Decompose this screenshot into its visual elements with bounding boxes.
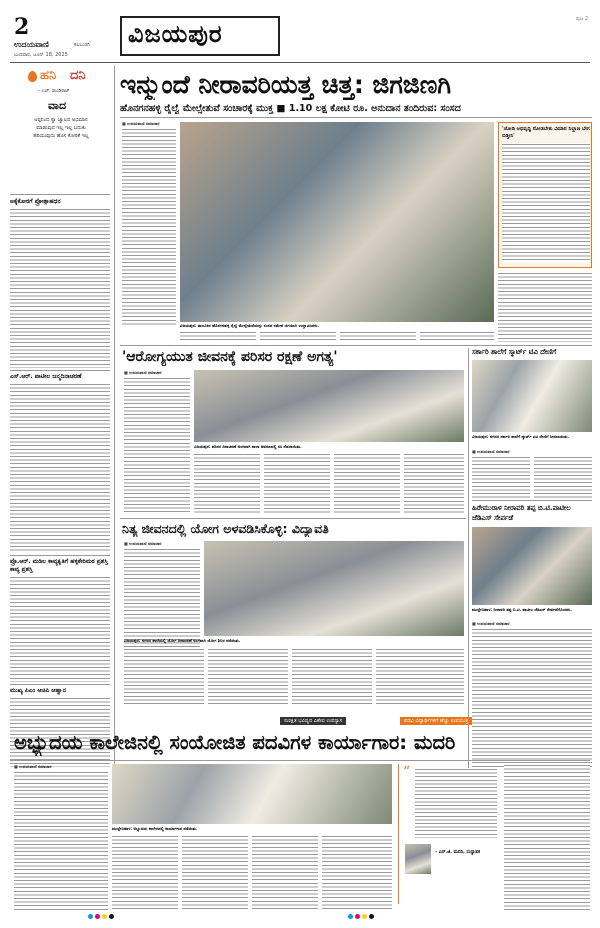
lead-body-col: [180, 331, 256, 343]
column-rule: [114, 66, 115, 766]
city-title: ವಿಜಯಪುರ: [128, 20, 223, 48]
bottom-body-col: [322, 835, 392, 911]
divider: [120, 518, 466, 519]
honey-poem: ಅಪ್ಪನಿಂದ ಸ್ವಾ ಜ್ವಾಲದ ಅಭಿಮಾನ ಮಾಡುವುದ ಇಲ್ಲ ಇಲ್ಲ ಬದುಕು ಹರಿಯುವುದು ಹೊಸ ಕೋರಿಕೆ ಇಲ್ಲ: [33, 117, 89, 139]
yoga-body-col: [208, 648, 288, 706]
left-column: [10, 66, 110, 766]
honey-author: – ಎಚ್. ಡುಂಡಿರಾಜ್: [38, 89, 70, 94]
divider: [10, 194, 110, 195]
bottom-headline: ಅಭ್ಯುದಯ ಕಾಲೇಜಿನಲ್ಲಿ ಸಂಯೋಜಿತ ಪದವಿಗಳ ಕಾರ್ಯಾಗಾರ: ಮದರಿ: [14, 731, 456, 754]
health-body-col: [334, 453, 400, 515]
masthead: [0, 0, 600, 62]
bottom-body-col: [14, 771, 108, 911]
lead-body-col: [498, 272, 592, 342]
issue-date: ಬುಧವಾರ, ಜೂನ್ 18, 2025: [14, 52, 68, 58]
health-photo: [194, 370, 464, 442]
lead-body-col: [420, 331, 494, 343]
yoga-byline: ■ ಉದಯವಾಣಿ ಸಮಾಚಾರ: [124, 541, 162, 546]
tv-headline: ಸರ್ಕಾರಿ ಶಾಲೆಗೆ ಸ್ಮಾರ್ಟ್ ಟಿವಿ ದೇಣಿಗೆ: [472, 348, 557, 356]
column-rule: [468, 348, 469, 768]
divider: [472, 500, 592, 501]
bottom-body-col: [112, 835, 178, 911]
water-photo-caption: ಮುದ್ದೇಬಿಹಾಳ: ನೀರಾವರಿ ತಪ್ಪ ಬಿ.ಟಿ. ಪಾಟೀಲ ಜೆಡಿಎಸ್ ಸೇರ್ಪಡೆಗೊಂಡರು.: [472, 607, 572, 612]
yoga-photo: [204, 541, 464, 636]
quote-box: [498, 122, 592, 268]
bottom-photo-caption: ಮುದ್ದೇಬಿಹಾಳ: ಅಭ್ಯುದಯ ಕಾಲೇಜಿನಲ್ಲಿ ಕಾರ್ಯಾಗಾರ ನಡೆಯಿತು.: [112, 826, 198, 831]
lead-photo-caption: ವಿಜಯಪುರ: ತಾಲೂಕಿನ ಹೊನಗನಹಳ್ಳಿ ರೈಲ್ವೆ ಮೇಲ್ಸೇತುವೆಯನ್ನು ಸಂಸದ ರಮೇಶ ಜಿಗಜಿಣಗಿ ಉದ್ಘಾಟಿಸಿದರು.: [180, 323, 319, 328]
tv-photo: [472, 360, 592, 432]
left-story-headline: ಅಕ್ಕೆಕೋರಗೆ ಪ್ರೋತ್ಸಾಹಧನ: [10, 198, 61, 205]
health-headline: 'ಆರೋಗ್ಯಯುತ ಜೀವನಕ್ಕೆ ಪರಿಸರ ರಕ್ಷಣೆ ಅಗತ್ಯ': [122, 349, 338, 365]
left-story-body: [10, 383, 110, 553]
tv-byline: ■ ಉದಯವಾಣಿ ಸಮಾಚಾರ: [472, 449, 510, 454]
quote-mark-icon: “: [403, 764, 411, 780]
divider: [10, 555, 110, 556]
left-story-headline: ಮುಖ್ಯ ಪಿಎಂ ಆಚಿಪಿ ಆಹ್ವಾನ: [10, 687, 66, 694]
masthead-rule: [10, 62, 590, 63]
divider: [120, 117, 592, 118]
lead-body-col: [340, 331, 416, 343]
health-photo-caption: ವಿಜಯಪುರ: ಪರಿಸರ ದಿನಾಚರಣೆ ಅಂಗವಾಗಿ ಶಾಲಾ ಆವರಣದಲ್ಲಿ ಸಸಿ ನೆಡಲಾಯಿತು.: [194, 444, 302, 449]
quote-portrait: [405, 844, 431, 874]
divider: [10, 760, 590, 761]
health-body-col: [404, 453, 464, 515]
quote-box-body: [502, 143, 590, 263]
left-story-body: [10, 208, 110, 368]
tv-body-col: [534, 456, 592, 498]
left-story-headline: ಎಸ್.ಆರ್. ಪಾಟೀಲ ಜನ್ಮದಿನಾಚರಣೆ: [10, 373, 82, 380]
dani-logo: ದನಿ: [70, 68, 86, 83]
lead-headline: ಇನ್ಮುಂದೆ ನೀರಾವರಿಯತ್ತ ಚಿತ್ತ: ಜಿಗಜಿಣಗಿ: [120, 70, 452, 99]
bottom-body-col: [504, 764, 590, 911]
tv-photo-caption: ವಿಜಯಪುರ: ನಗರದ ಸರ್ಕಾರಿ ಶಾಲೆಗೆ ಸ್ಮಾರ್ಟ್ ಟಿವಿ ದೇಣಿಗೆ ನೀಡಲಾಯಿತು.: [472, 434, 570, 439]
yoga-photo-caption: ವಿಜಯಪುರ: ನಗರದ ಶಾಲೆಯಲ್ಲಿ ಯೋಗ ದಿನಾಚರಣೆ ಅಂಗವಾಗಿ ಯೋಗ ಶಿಬಿರ ನಡೆಯಿತು.: [124, 638, 241, 643]
water-headline: ಹಿರೇಮುರಾಳ ನೀರಾವರಿ ತಪ್ಪ ಬಿ.ಟಿ.ಪಾಟೀಲ ಜೆಡಿಎಸ್ ಸೇರ್ಪಡೆ: [472, 504, 571, 522]
yoga-body-col: [376, 648, 464, 706]
corner-tag: ಪುಟ 2: [575, 16, 588, 22]
bottom-body-col: [182, 835, 248, 911]
health-body-col: [194, 453, 260, 515]
honey-drop-icon: [28, 71, 37, 82]
yoga-body-col: [124, 548, 200, 648]
health-byline: ■ ಉದಯವಾಣಿ ಸಮಾಚಾರ: [124, 370, 162, 375]
lead-photo: [180, 122, 494, 322]
ribbon-bar: [10, 716, 590, 726]
bottom-quote-box: [398, 764, 500, 904]
edition-label: ಕಲಬುರಗಿ: [74, 42, 90, 48]
honi-dani-column: [10, 66, 110, 194]
bottom-body-col: [252, 835, 318, 911]
yoga-body-col: [124, 648, 204, 706]
page-number: 2: [14, 14, 30, 40]
quote-box-title: 'ಜೋಡಿ ಅಭಿವೃದ್ಧಿ ನೋಡಬೇಕು ವಿಮಾನ ನಿಲ್ದಾಣ ಬೇಗ ಬಿಡ್ತೀನಿ': [502, 126, 590, 139]
lead-body-col: [260, 331, 336, 343]
water-photo: [472, 527, 592, 605]
tv-body-col: [472, 456, 530, 498]
ribbon-left: ಸುರಕ್ಷಿತ ಭವಿಷ್ಯದ ವಿಶೇಷ ಉಪನ್ಯಾಸ: [280, 717, 346, 725]
bottom-photo: [112, 764, 392, 824]
divider: [10, 370, 110, 371]
lead-body-col: [122, 128, 176, 326]
lead-subhead: ಹೊನಗನಹಳ್ಳಿ ರೈಲ್ವೆ ಮೇಲ್ಸೇತುವೆ ಸಂಚಾರಕ್ಕೆ ಮುಕ್ತ ■ 1.10 ಲಕ್ಷ ಕೋಟಿ ರೂ. ಅನುದಾನ ತಂದಿರುವ: ಸಂಸದ: [120, 103, 461, 114]
honi-logo: ಹನಿ: [40, 68, 57, 83]
health-body-col: [124, 377, 190, 515]
yoga-headline: ನಿತ್ಯ ಜೀವನದಲ್ಲಿ ಯೋಗ ಅಳವಡಿಸಿಕೊಳ್ಳಿ: ವಿದ್ಯಾವತಿ: [122, 521, 329, 536]
water-byline: ■ ಉದಯವಾಣಿ ಸಮಾಚಾರ: [472, 621, 510, 626]
left-story-body: [10, 576, 110, 682]
paper-name: ಉದಯವಾಣಿ: [14, 40, 49, 49]
divider: [120, 345, 592, 346]
ribbon-right: ಪದವಿ ವಿದ್ಯಾರ್ಥಿಗಳಿಗೆ ಹೆಚ್ಚು ಉಪಯುಕ್ತ: [400, 717, 472, 725]
health-body-col: [264, 453, 330, 515]
lead-byline: ■ ಉದಯವಾಣಿ ಸಮಾಚಾರ: [122, 121, 160, 126]
honey-title: ವಾದ: [48, 99, 67, 112]
left-story-headline: ಪ್ರೊ.ಆರ್. ಮಡಿಲ ಕಾವ್ಯಕೃತಿಗೆ ಹಳ್ಳಿಕೇರಿಮಠ ಪ್ರಶಸ್ತಿ ಕಾವ್ಯ ಪ್ರಶಸ್ತಿ: [10, 558, 108, 573]
bottom-byline: ■ ಉದಯವಾಣಿ ಸಮಾಚಾರ: [14, 764, 52, 769]
quote-attribution: – ಎಸ್.ಜಿ. ಮದರಿ, ಸಂಸ್ಥಾಪಕ: [435, 850, 481, 855]
yoga-body-col: [292, 648, 372, 706]
registration-marks: [88, 914, 508, 922]
divider: [10, 684, 110, 685]
bottom-quote-body: [415, 768, 497, 838]
